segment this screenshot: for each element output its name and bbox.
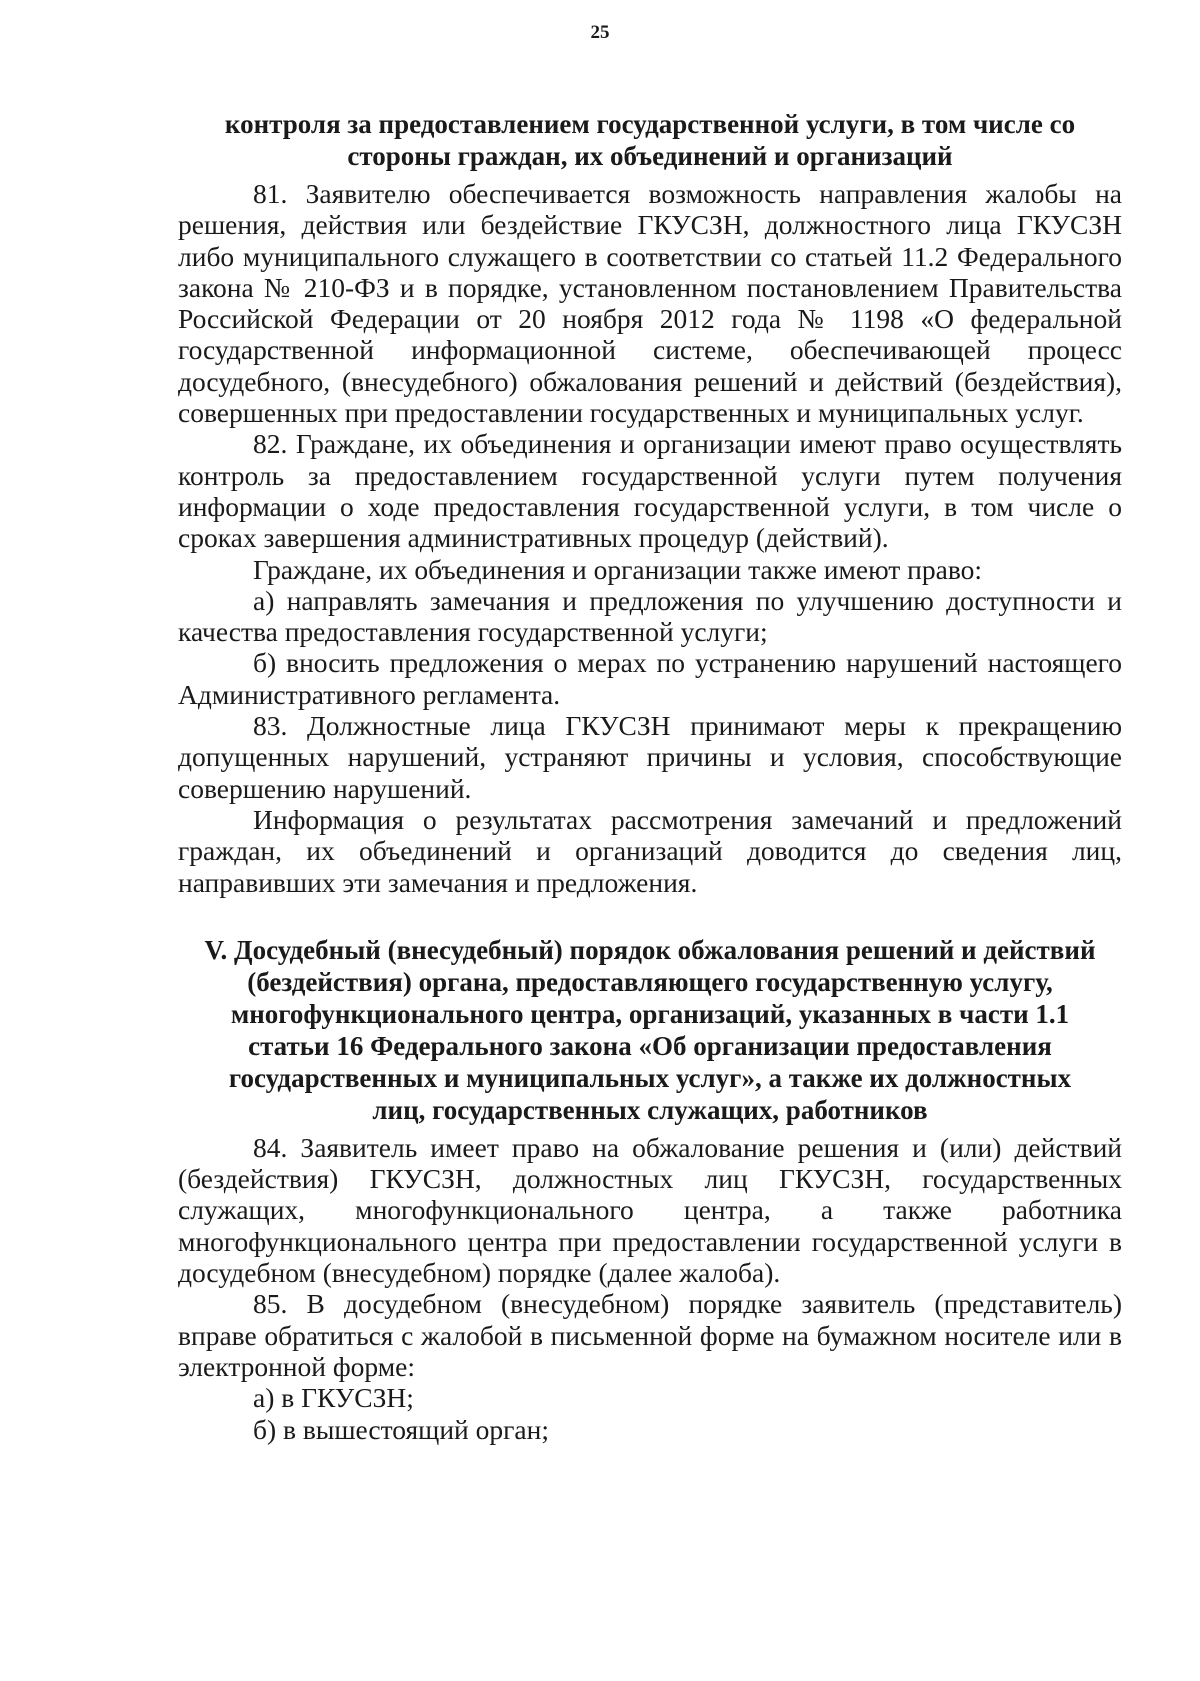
heading-line: стороны граждан, их объединений и организаций xyxy=(347,141,953,171)
paragraph-item-a: а) направлять замечания и предложения по улучшению доступности и качества предоставления государственной услуги; xyxy=(178,584,1122,648)
paragraph-item-a-gkuszn: а) в ГКУСЗН; xyxy=(253,1382,414,1414)
heading-line: многофункционального центра, организаций, указанных в части 1.1 xyxy=(230,998,1070,1029)
heading-line: V. Досудебный (внесудебный) порядок обжалования решений и действий xyxy=(204,934,1096,965)
heading-line: лиц, государственных служащих, работников xyxy=(372,1094,928,1125)
paragraph-81: 81. Заявителю обеспечивается возможность направления жалобы на решения, действия или бездействие ГКУСЗН, должностного лица ГКУСЗН либо муниципального служащего в соответствии со статьей 11.2 Федерального закона № 210-ФЗ и в порядке, установленном постановлением Правительства Российской Федерации от 20 ноября 2012 года № 1198 «О федеральной государственной информационной системе, обеспечивающей процесс досудебного, (внесудебного) обжалования решений и действий (бездействия), совершенных при предоставлении государственных и муниципальных услуг. xyxy=(178,178,1122,429)
heading-line: (бездействия) органа, предоставляющего государственную услугу, xyxy=(247,966,1053,997)
heading-line: контроля за предоставлением государственной услуги, в том числе со xyxy=(224,109,1076,139)
heading-line: государственных и муниципальных услуг», а также их должностных xyxy=(228,1062,1072,1093)
document-body xyxy=(178,108,1122,1445)
paragraph-85: 85. В досудебном (внесудебном) порядке заявитель (представитель) вправе обратиться с жалобой в письменной форме на бумажном носителе или в электронной форме: xyxy=(178,1288,1122,1382)
paragraph-84: 84. Заявитель имеет право на обжалование решения и (или) действий (бездействия) ГКУСЗН, должностных лиц ГКУСЗН, государственных служащих, многофункционального центра, а также работника многофункционального центра при предоставлении государственной услуги в досудебном (внесудебном) порядке (далее жалоба). xyxy=(178,1131,1122,1289)
page-number: 25 xyxy=(590,22,610,43)
paragraph-82: 82. Граждане, их объединения и организации имеют право осуществлять контроль за предоставлением государственной услуги путем получения информации о ходе предоставления государственной услуги, в том числе о сроках завершения административных процедур (действий). xyxy=(178,428,1122,554)
section-v-heading xyxy=(178,934,1122,1126)
paragraph-results-info: Информация о результатах рассмотрения замечаний и предложений граждан, их объединений и организаций доводится до сведения лиц, направивших эти замечания и предложения. xyxy=(178,803,1122,898)
heading-line: статьи 16 Федерального закона «Об организации предоставления xyxy=(248,1030,1052,1061)
paragraph-item-b: б) вносить предложения о мерах по устранению нарушений настоящего Административного регламента. xyxy=(178,647,1122,710)
paragraph-item-b-higher-body: б) в вышестоящий орган; xyxy=(253,1413,549,1445)
paragraph-rights-intro: Граждане, их объединения и организации также имеют право: xyxy=(253,553,983,585)
subsection-heading xyxy=(178,108,1122,172)
paragraph-83: 83. Должностные лица ГКУСЗН принимают меры к прекращению допущенных нарушений, устраняют причины и условия, способствующие совершению нарушений. xyxy=(178,710,1122,804)
